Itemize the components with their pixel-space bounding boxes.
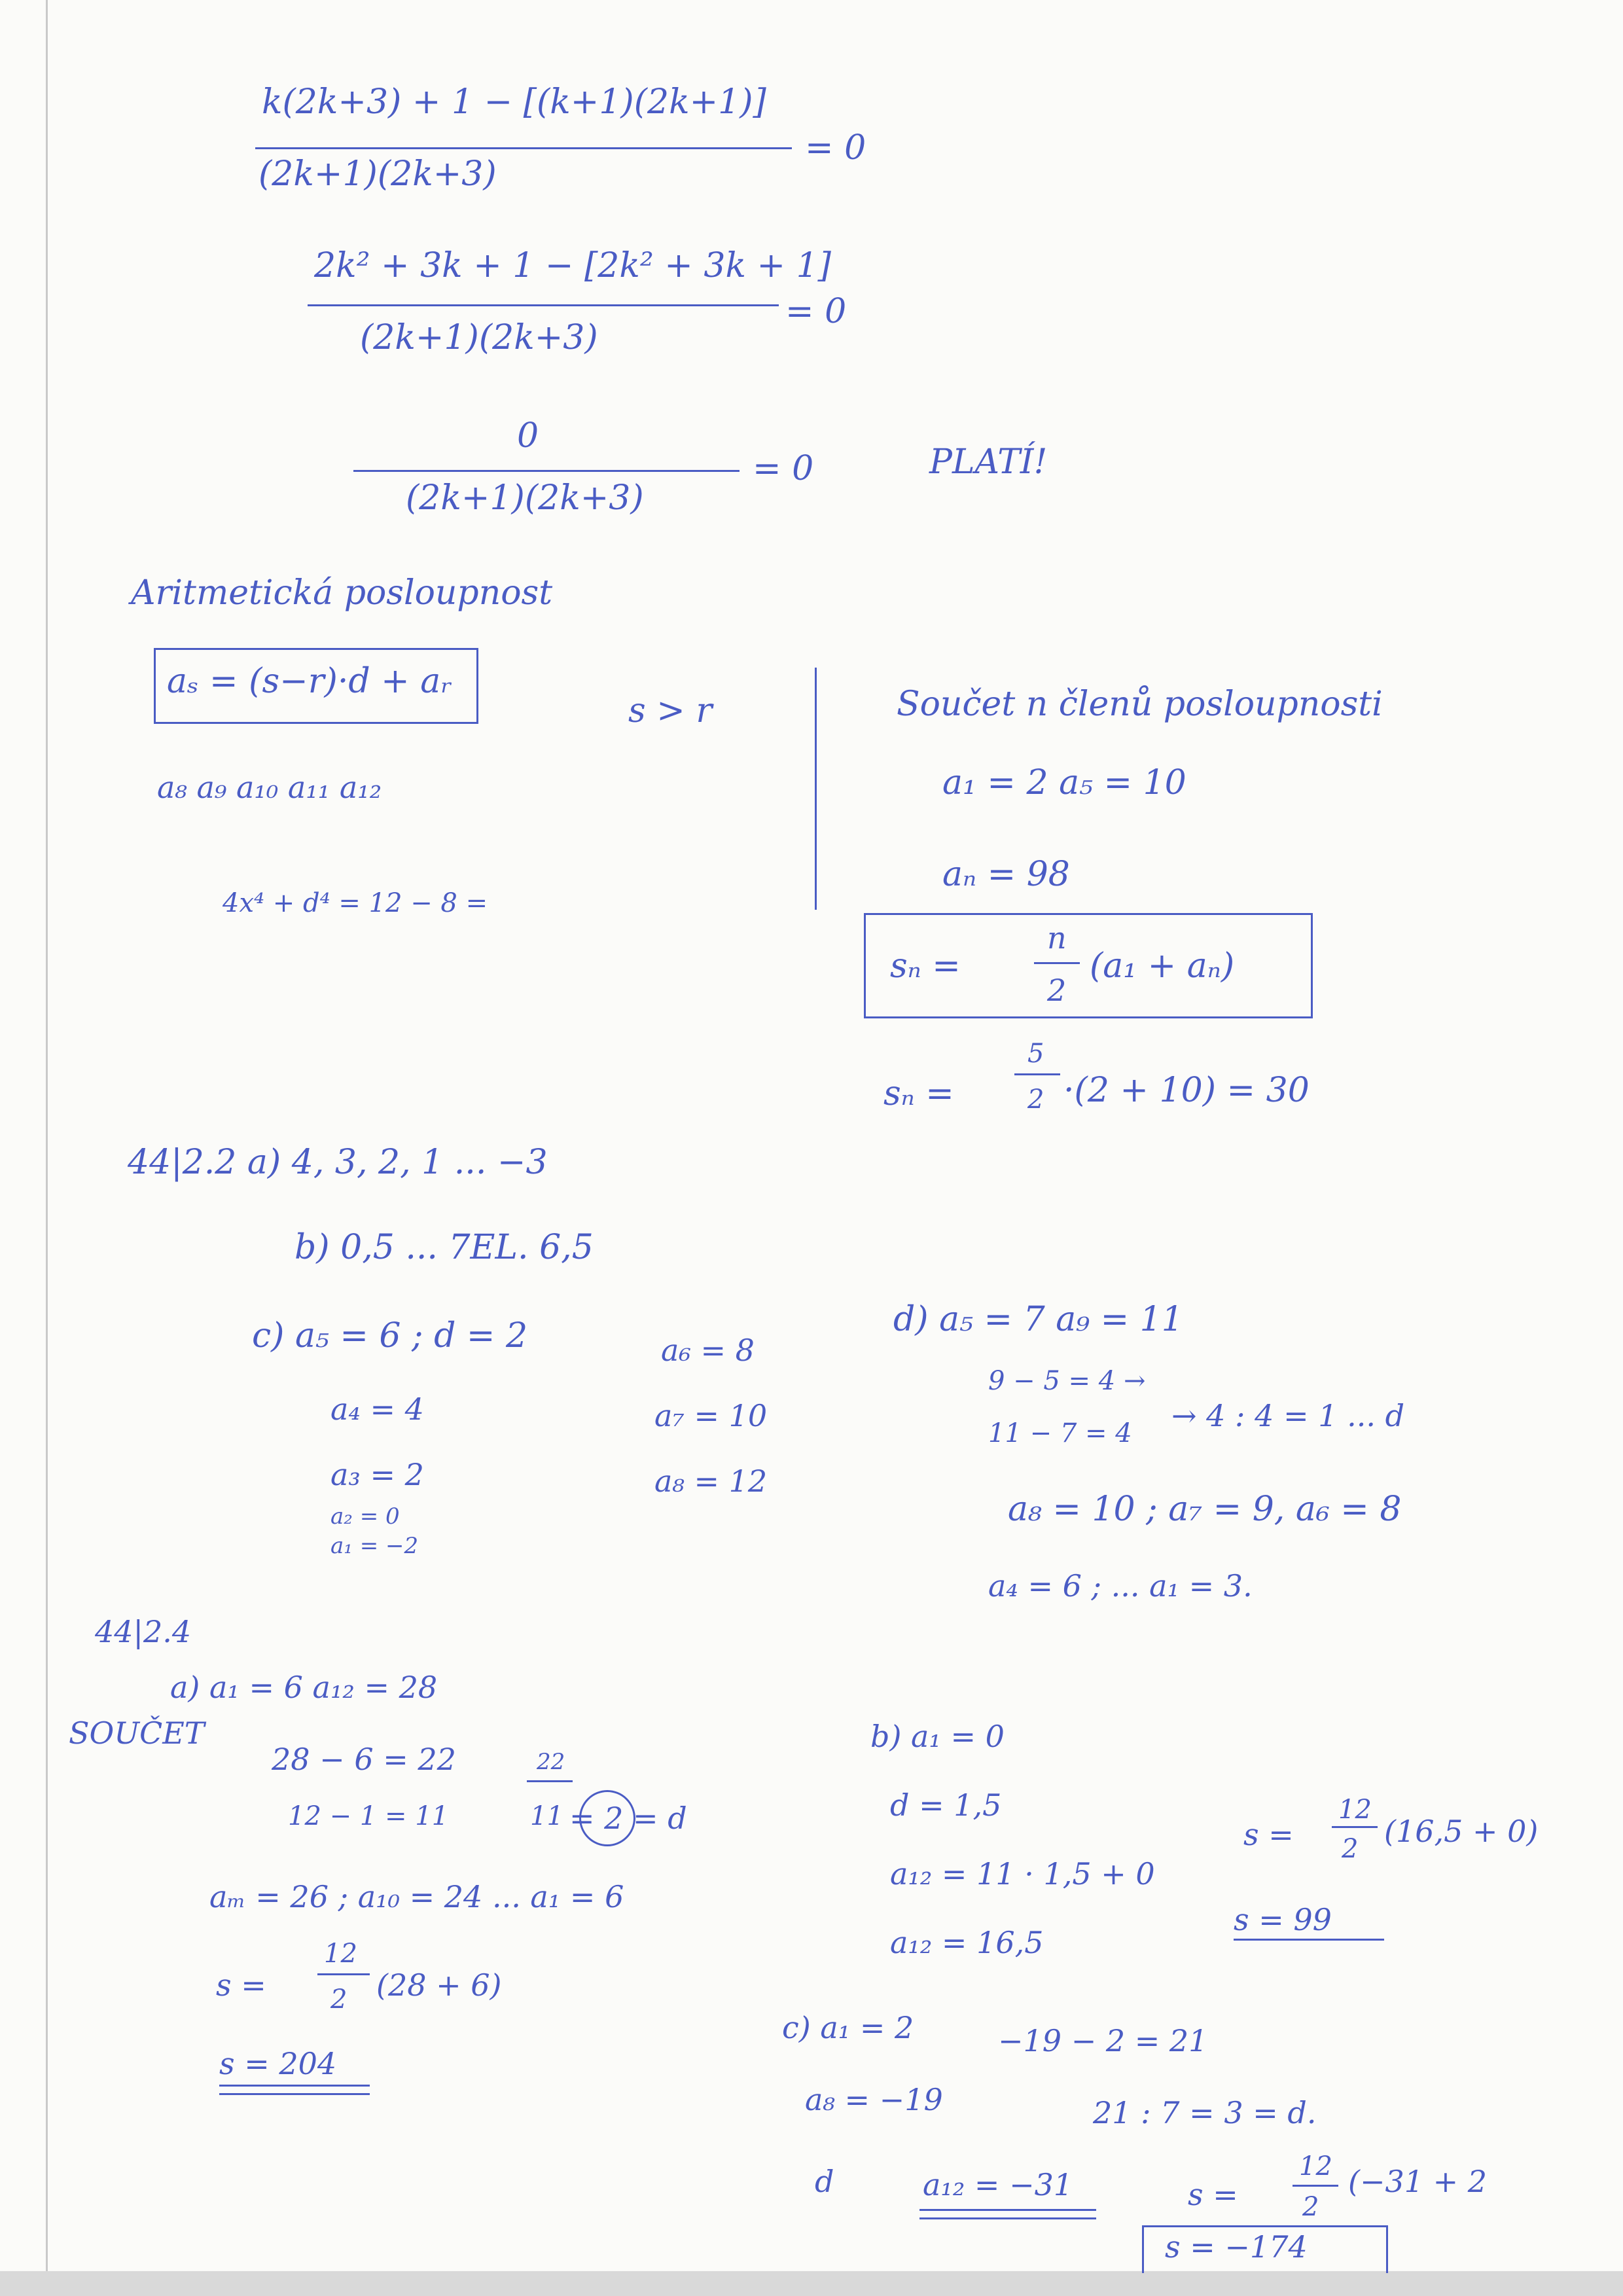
scan-bottom-band bbox=[0, 2271, 1623, 2296]
fraction-bar bbox=[1293, 2185, 1338, 2187]
ex24-c-r1: −19 − 2 = 21 bbox=[998, 2023, 1208, 2058]
ex22-c-a3: a₃ = 2 bbox=[330, 1457, 424, 1492]
sum-heading: Součet n členů posloupnosti bbox=[897, 685, 1383, 724]
ex22-d-line4: a₄ = 6 ; ... a₁ = 3. bbox=[988, 1568, 1253, 1604]
ex24-line2-frac: 11 bbox=[530, 1801, 563, 1831]
page-edge bbox=[46, 0, 48, 2296]
ex24-b-a12: a₁₂ = 11 · 1,5 + 0 bbox=[890, 1856, 1155, 1892]
ex22-d-line1: 9 − 5 = 4 → bbox=[988, 1366, 1146, 1396]
ex22-header: 44|2.2 a) 4, 3, 2, 1 ... −3 bbox=[128, 1143, 548, 1182]
ex24-b-s-rest: (16,5 + 0) bbox=[1384, 1814, 1539, 1849]
proof-line3-denominator: (2k+1)(2k+3) bbox=[406, 478, 644, 518]
ex24-c: c) a₁ = 2 bbox=[782, 2010, 914, 2045]
fraction-bar bbox=[353, 470, 740, 472]
ex24-c-s-lhs: s = bbox=[1188, 2177, 1238, 2212]
ex22-d: d) a₅ = 7 a₉ = 11 bbox=[893, 1300, 1183, 1339]
proof-line3-rhs: = 0 bbox=[753, 449, 814, 488]
ex24-a: a) a₁ = 6 a₁₂ = 28 bbox=[170, 1670, 438, 1705]
ex24-b-s-num: 12 bbox=[1338, 1795, 1372, 1825]
sum-example-lhs: sₙ = bbox=[883, 1074, 954, 1113]
sum-formula-num: n bbox=[1047, 920, 1067, 956]
ex24-b-s-result: s = 99 bbox=[1234, 1902, 1332, 1937]
ex24-soucet-label: SOUČET bbox=[69, 1715, 205, 1751]
ex24-b-a12b: a₁₂ = 16,5 bbox=[890, 1925, 1044, 1960]
sum-formula-rest: (a₁ + aₙ) bbox=[1090, 946, 1235, 986]
proof-line2-numerator: 2k² + 3k + 1 − [2k² + 3k + 1] bbox=[314, 246, 831, 285]
proof-line1-numerator: k(2k+3) + 1 − [(k+1)(2k+1)] bbox=[262, 82, 766, 122]
result-underline bbox=[919, 2209, 1096, 2211]
ex22-c-a2: a₂ = 0 bbox=[330, 1503, 400, 1530]
sum-given: a₁ = 2 a₅ = 10 bbox=[942, 763, 1186, 802]
proof-line1-denominator: (2k+1)(2k+3) bbox=[259, 154, 497, 194]
ex22-d-line2: 11 − 7 = 4 bbox=[988, 1418, 1132, 1448]
proof-line1-rhs: = 0 bbox=[805, 128, 866, 168]
ex24-b-s-lhs: s = bbox=[1243, 1817, 1294, 1852]
ex24-c-a8: a₈ = −19 bbox=[805, 2082, 943, 2117]
sum-example-den: 2 bbox=[1027, 1085, 1044, 1115]
ex22-d-line1b: → 4 : 4 = 1 ... d bbox=[1171, 1398, 1405, 1433]
ex24-line4-num: 12 bbox=[324, 1939, 357, 1969]
fraction-bar bbox=[255, 147, 792, 149]
ex24-header: 44|2.4 bbox=[95, 1614, 192, 1649]
arith-formula: aₛ = (s−r)·d + aᵣ bbox=[167, 662, 453, 701]
ex22-d-line3: a₈ = 10 ; a₇ = 9, a₆ = 8 bbox=[1008, 1490, 1402, 1529]
sum-formula-lhs: sₙ = bbox=[890, 946, 961, 986]
ex24-line5-result: s = 204 bbox=[219, 2046, 337, 2081]
ex24-line1: 28 − 6 = 22 bbox=[272, 1742, 456, 1777]
result-underline bbox=[1234, 1939, 1384, 1941]
ex24-b-s-den: 2 bbox=[1342, 1834, 1359, 1864]
ex24-line4-den: 2 bbox=[330, 1984, 348, 2015]
arith-terms: a₈ a₉ a₁₀ a₁₁ a₁₂ bbox=[157, 770, 382, 805]
ex24-c-s-rest: (−31 + 2 bbox=[1348, 2164, 1488, 2199]
ex24-line4-lhs: s = bbox=[216, 1967, 266, 2003]
plati-note: PLATÍ! bbox=[929, 442, 1048, 482]
arith-heading: Aritmetická posloupnost bbox=[131, 573, 553, 613]
fraction-bar bbox=[317, 1973, 370, 1975]
result-underline bbox=[219, 2093, 370, 2095]
ex24-c-s-den: 2 bbox=[1302, 2192, 1319, 2222]
ex24-c-a12: a₁₂ = −31 bbox=[923, 2167, 1073, 2202]
ex22-c: c) a₅ = 6 ; d = 2 bbox=[252, 1316, 528, 1355]
sum-example-num: 5 bbox=[1027, 1039, 1044, 1069]
ex24-c-d: d bbox=[815, 2164, 834, 2199]
sum-example-rest: ·(2 + 10) = 30 bbox=[1063, 1071, 1310, 1110]
arith-partial: 4x⁴ + d⁴ = 12 − 8 = bbox=[223, 888, 488, 918]
ex24-line2-result: = 2 = d bbox=[569, 1801, 687, 1836]
ex22-c-a8: a₈ = 12 bbox=[654, 1463, 768, 1499]
ex24-c-s-result: s = −174 bbox=[1165, 2229, 1308, 2265]
ex22-c-a4: a₄ = 4 bbox=[330, 1391, 424, 1427]
fraction-bar bbox=[1014, 1073, 1060, 1075]
ex22-c-a6: a₆ = 8 bbox=[661, 1333, 755, 1368]
ex24-b-d: d = 1,5 bbox=[890, 1787, 1002, 1823]
ex22-c-a1: a₁ = −2 bbox=[330, 1533, 419, 1559]
arith-condition: s > r bbox=[628, 691, 713, 730]
fraction-bar bbox=[1332, 1826, 1378, 1828]
fraction-bar bbox=[1034, 962, 1080, 964]
ex24-line3: aₘ = 26 ; a₁₀ = 24 ... a₁ = 6 bbox=[209, 1879, 624, 1914]
ex24-line4-rest: (28 + 6) bbox=[376, 1967, 502, 2003]
proof-line2-denominator: (2k+1)(2k+3) bbox=[360, 318, 598, 357]
fraction-bar bbox=[308, 304, 779, 306]
ex24-line1-frac-num: 22 bbox=[537, 1749, 565, 1775]
sum-formula-den: 2 bbox=[1047, 973, 1067, 1008]
result-underline bbox=[219, 2085, 370, 2087]
ex22-b: b) 0,5 ... 7EL. 6,5 bbox=[294, 1228, 594, 1267]
ex24-c-s-num: 12 bbox=[1299, 2151, 1332, 2181]
result-underline bbox=[919, 2217, 1096, 2219]
fraction-bar bbox=[527, 1780, 573, 1782]
ex24-c-r2: 21 : 7 = 3 = d. bbox=[1093, 2095, 1317, 2130]
ex22-c-a7: a₇ = 10 bbox=[654, 1398, 768, 1433]
proof-line2-rhs: = 0 bbox=[785, 292, 847, 331]
proof-line3-numerator: 0 bbox=[517, 416, 539, 456]
ex24-line2: 12 − 1 = 11 bbox=[288, 1801, 449, 1831]
column-divider bbox=[815, 668, 817, 910]
sum-an: aₙ = 98 bbox=[942, 855, 1070, 894]
ex24-b: b) a₁ = 0 bbox=[870, 1719, 1005, 1754]
